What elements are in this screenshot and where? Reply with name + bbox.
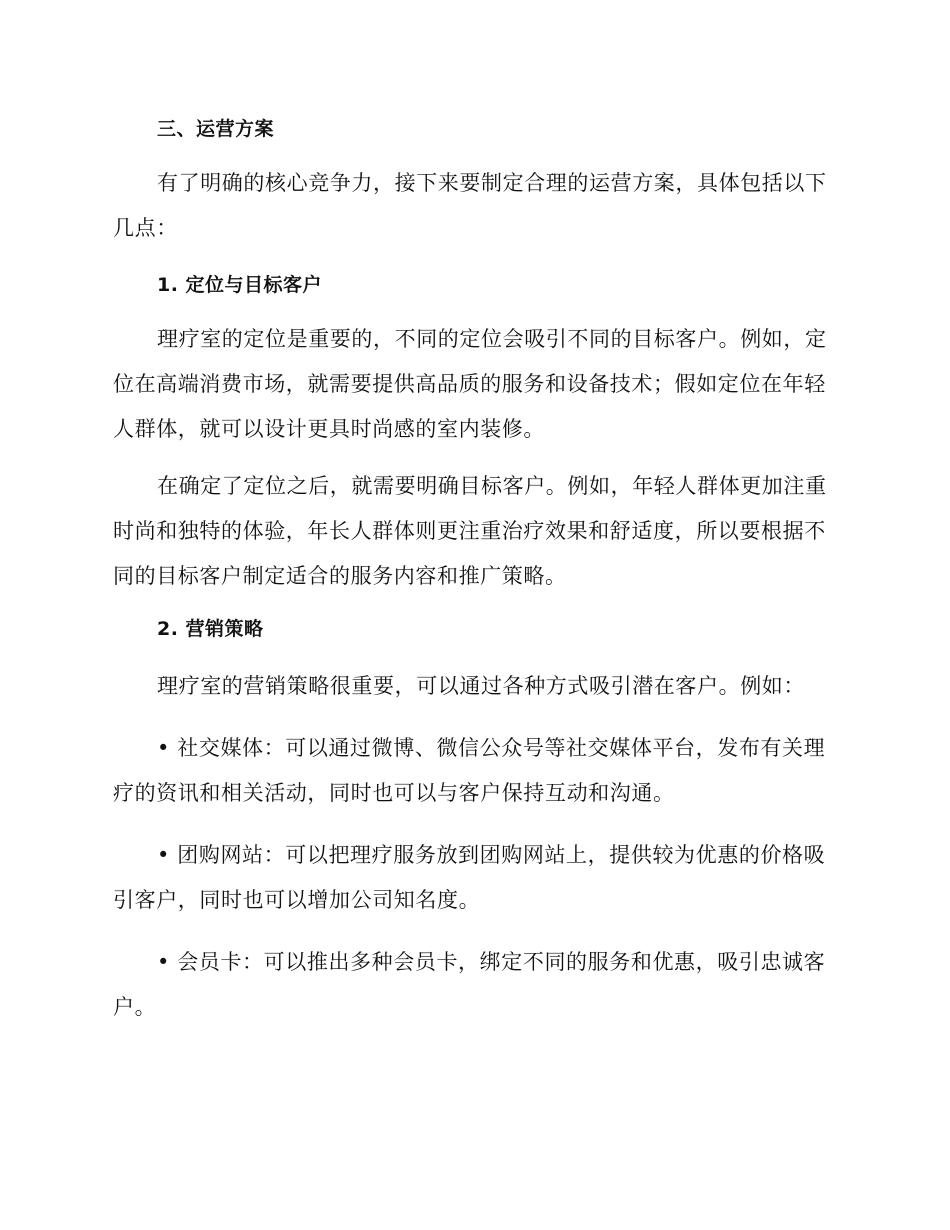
subsection-heading-marketing: 2. 营销策略 (157, 618, 264, 640)
section-heading: 三、运营方案 (157, 118, 275, 140)
bullet-group-buying: • 团购网站：可以把理疗服务放到团购网站上，提供较为优惠的价格吸引客户，同时也可以增加公司知名度。 (113, 843, 826, 912)
intro-paragraph: 有了明确的核心竞争力，接下来要制定合理的运营方案，具体包括以下几点： (113, 171, 827, 240)
positioning-paragraph-1: 理疗室的定位是重要的，不同的定位会吸引不同的目标客户。例如，定位在高端消费市场，就需要提供高品质的服务和设备技术；假如定位在年轻人群体，就可以设计更具时尚感的室内装修。 (113, 327, 827, 441)
marketing-intro-paragraph: 理疗室的营销策略很重要，可以通过各种方式吸引潜在客户。例如： (157, 674, 805, 698)
bullet-social-media: • 社交媒体：可以通过微博、微信公众号等社交媒体平台，发布有关理疗的资讯和相关活动，同时也可以与客户保持互动和沟通。 (113, 736, 826, 805)
subsection-heading-positioning: 1. 定位与目标客户 (157, 274, 323, 296)
bullet-membership-card: • 会员卡：可以推出多种会员卡，绑定不同的服务和优惠，吸引忠诚客户。 (113, 950, 826, 1019)
positioning-paragraph-2: 在确定了定位之后，就需要明确目标客户。例如，年轻人群体更加注重时尚和独特的体验，年长人群体则更注重治疗效果和舒适度，所以要根据不同的目标客户制定适合的服务内容和推广策略。 (113, 474, 827, 588)
document-body (113, 112, 833, 1030)
